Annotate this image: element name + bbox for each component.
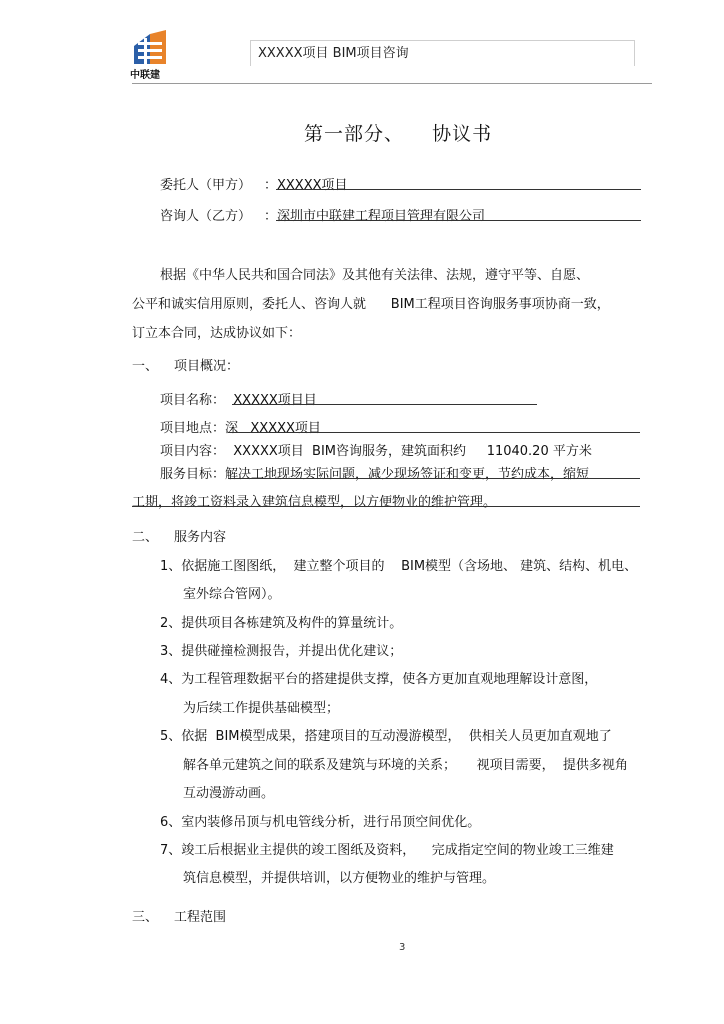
service-item-5-line-2: 解各单元建筑之间的联系及建筑与环境的关系； 视项目需要， 提供多视角: [183, 758, 628, 773]
party-b-label: 咨询人（乙方）: [160, 209, 252, 224]
service-item-3: 3、提供碰撞检测报告，并提出优化建议；: [160, 644, 403, 659]
header-box-top: [250, 40, 635, 41]
intro-line-2: 公平和诚实信用原则，委托人、咨询人就 BIM工程项目咨询服务事项协商一致，: [132, 297, 610, 312]
project-name-underline: [232, 404, 537, 405]
company-logo: [130, 28, 168, 80]
party-b-underline: [276, 220, 641, 221]
party-a-value: ：XXXXX项目: [264, 178, 348, 193]
service-item-1-line-2: 室外综合管网）。: [183, 587, 281, 602]
service-item-4-line-1: 4、为工程管理数据平台的搭建提供支撑，使各方更加直观地理解设计意图，: [160, 672, 598, 687]
section-3-title: 工程范围: [174, 910, 227, 925]
service-item-4-line-2: 为后续工作提供基础模型；: [183, 701, 340, 716]
project-location-underline: [228, 432, 640, 433]
page-number: 3: [399, 942, 406, 953]
logo-text: 中联建: [130, 70, 160, 81]
section-1-number: 一、: [132, 359, 159, 374]
service-item-5-line-1: 5、依据 BIM模型成果，搭建项目的互动漫游模型， 供相关人员更加直观地了: [160, 729, 612, 744]
project-content: 项目内容： XXXXX项目 BIM咨询服务，建筑面积约 11040.20 平方米: [160, 444, 592, 459]
service-goal-underline-2: [132, 506, 640, 507]
service-item-1-line-1: 1、依据施工图图纸， 建立整个项目的 BIM模型（含场地、 建筑、结构、机电、: [160, 559, 638, 574]
service-item-5-line-3: 互动漫游动画。: [183, 786, 275, 801]
section-1-title: 项目概况：: [174, 359, 240, 374]
section-3-number: 三、: [132, 910, 159, 925]
section-2-number: 二、: [132, 530, 159, 545]
party-b-value: ：深圳市中联建工程项目管理有限公司: [264, 209, 486, 224]
project-location: 项目地点：深 XXXXX项目: [160, 421, 321, 436]
intro-line-1: 根据《中华人民共和国合同法》及其他有关法律、法规，遵守平等、自愿、: [160, 268, 590, 283]
service-item-7-line-2: 筑信息模型，并提供培训，以方便物业的维护与管理。: [183, 871, 496, 886]
header-divider: [132, 83, 652, 84]
party-a-label: 委托人（甲方）: [160, 178, 252, 193]
service-goal-line-1: 服务目标：解决工地现场实际问题，减少现场签证和变更，节约成本，缩短: [160, 467, 590, 482]
header-title: XXXXX项目 BIM项目咨询: [258, 46, 409, 61]
project-name: 项目名称： XXXXX项目目: [160, 393, 317, 408]
service-goal-underline-1: [228, 478, 640, 479]
intro-line-3: 订立本合同，达成协议如下：: [132, 326, 302, 341]
service-item-6: 6、室内装修吊顶与机电管线分析，进行吊顶空间优化。: [160, 815, 481, 830]
service-item-2: 2、提供项目各栋建筑及构件的算量统计。: [160, 616, 403, 631]
header-box-right: [634, 40, 635, 66]
party-a-underline: [276, 189, 641, 190]
section-2-title: 服务内容: [174, 530, 227, 545]
document-title: 第一部分、 协议书: [304, 123, 493, 145]
service-goal-line-2: 工期，将竣工资料录入建筑信息模型，以方便物业的维护管理。: [132, 495, 497, 510]
header-box-left: [250, 40, 251, 66]
service-item-7-line-1: 7、竣工后根据业主提供的竣工图纸及资料， 完成指定空间的物业竣工三维建: [160, 843, 614, 858]
